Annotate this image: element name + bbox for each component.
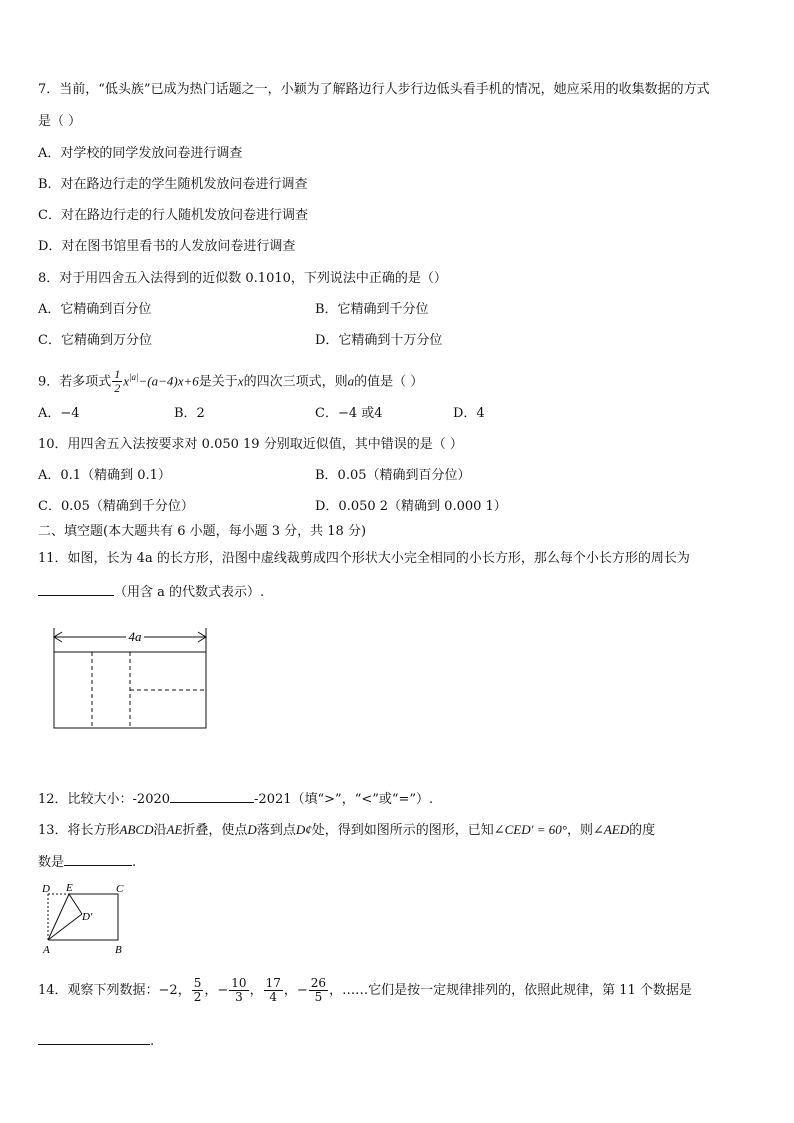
q13-mid4: 处，得到如图所示的图形，已知 <box>311 823 494 838</box>
q11-answer-blank[interactable] <box>38 581 114 596</box>
q9-var-x: x <box>237 373 244 389</box>
q13-label-b: B <box>115 944 122 956</box>
q12-suffix: -2021（填“>”，“<”或“=”）. <box>254 792 434 807</box>
q13-end: . <box>132 855 137 870</box>
q13-mid5: ，则 <box>566 823 593 838</box>
q13-line2-text: 数是 <box>38 855 65 870</box>
q9-frac-den: 2 <box>114 381 121 396</box>
q12-prefix: 12．比较大小：-2020 <box>38 792 171 807</box>
q13-segment-ad <box>48 914 82 940</box>
q10-option-d: D．0.050 2（精确到 0.000 1） <box>315 499 507 514</box>
q13-point-dprime: D¢ <box>295 822 312 837</box>
q12-stem <box>38 788 433 810</box>
q14-prefix: 14．观察下列数据：−2， <box>38 983 191 998</box>
q13-prefix: 13．将长方形 <box>38 823 120 838</box>
q11-stem-line2 <box>38 581 264 603</box>
q7-option-a: A．对学校的同学发放问卷进行调查 <box>38 146 243 161</box>
q9-rest1: 是关于 <box>198 374 238 390</box>
q11-figure <box>48 622 214 734</box>
q13-mid1: 沿 <box>153 823 167 838</box>
q11-dimension-label: 4a <box>128 629 142 644</box>
q9-rest2: 的四次三项式，则 <box>243 374 348 390</box>
q10-stem: 10．用四舍五入法按要求对 0.050 19 分别取近似值，其中错误的是（ ） <box>38 437 463 452</box>
q10-option-c: C．0.05（精确到千分位） <box>38 499 194 514</box>
q9-option-c: C．−4 或4 <box>315 406 383 421</box>
q13-answer-blank[interactable] <box>64 851 132 866</box>
q14-frac1-den: 2 <box>193 990 202 1004</box>
q14-fraction-4 <box>309 977 328 1004</box>
q12-answer-blank[interactable] <box>170 788 254 803</box>
q9-middle: −(a−4)x+6 <box>138 373 199 389</box>
q13-mid2: 折叠，使点 <box>182 823 248 838</box>
section-heading-fill-in: 二、填空题(本大题共有 6 小题，每小题 3 分，共 18 分) <box>38 524 367 539</box>
q14-frac2-den: 3 <box>235 990 243 1004</box>
q7-stem-line1: 7．当前，“低头族”已成为热门话题之一，小颖为了解路边行人步行边低头看手机的情况，她应采用的收集数据的方式 <box>38 82 710 97</box>
q8-option-b: B．它精确到千分位 <box>315 302 429 317</box>
q9-fraction <box>112 368 122 395</box>
q14-frac1-num: 5 <box>193 976 202 990</box>
q11-stem-line1: 11．如图，长为 4a 的长方形，沿图中虚线裁剪成四个形状大小完全相同的小长方形，那么每个小长方形的周长为 <box>38 551 690 566</box>
q13-point-d: D <box>247 822 257 837</box>
q13-angle-asked: ∠AED <box>592 822 630 837</box>
q14-sign-2: − <box>217 983 229 998</box>
q9-exponent: |a| <box>129 372 139 382</box>
q14-fraction-2 <box>229 977 248 1004</box>
q8-stem: 8．对于用四舍五入法得到的近似数 0.1010，下列说法中正确的是（） <box>38 271 447 286</box>
q9-frac-num: 1 <box>114 367 121 382</box>
q13-fold-line-ae <box>48 894 69 940</box>
q13-angle-given: ∠CED′ = 60° <box>493 822 567 837</box>
q13-label-e: E <box>66 882 73 894</box>
q14-end: . <box>150 1034 155 1049</box>
q13-label-c: C <box>116 883 124 895</box>
q9-option-d: D．4 <box>453 406 485 421</box>
q9-rest3: 的值是（ ） <box>354 374 424 390</box>
q9-stem <box>38 357 423 402</box>
q9-option-b: B．2 <box>174 406 205 421</box>
q14-sign-4: − <box>296 983 308 998</box>
q13-suffix: 的度 <box>629 823 656 838</box>
q14-stem: 14．观察下列数据：−2， $\frac{5}{2}$ ，− $\frac{10}{3}$ ， $\frac{17}{4}$ ，− $\frac{26}{5}$ ，……它们是按一定规律排列的，依照此规律，第 11 个数据是 <box>38 976 692 1004</box>
q13-stem-line1 <box>38 820 655 841</box>
q13-label-d: D <box>42 883 50 895</box>
q8-option-a: A．它精确到百分位 <box>38 302 152 317</box>
q13-label-a: A <box>43 944 50 956</box>
q13-rect-name: ABCD <box>119 822 154 837</box>
q9-var-a: a <box>347 373 355 389</box>
q7-stem-line2: 是（ ） <box>38 114 82 129</box>
q13-figure <box>36 878 136 958</box>
q8-option-d: D．它精确到十万分位 <box>315 333 443 348</box>
q14-fraction-3 <box>264 977 283 1004</box>
q7-option-c: C．对在路边行走的行人随机发放问卷进行调查 <box>38 208 308 223</box>
q14-frac2-num: 10 <box>231 976 247 990</box>
q9-option-a: A．−4 <box>38 406 80 421</box>
q14-fraction-1 <box>192 977 204 1004</box>
q14-answer-blank[interactable] <box>38 1030 150 1045</box>
q11-line2-text: （用含 a 的代数式表示）. <box>114 585 265 600</box>
q13-fold-line: AE <box>166 822 183 837</box>
q13-segment-ed <box>69 894 82 914</box>
q7-option-d: D．对在图书馆里看书的人发放问卷进行调查 <box>38 239 296 254</box>
q13-stem-line2 <box>38 851 136 873</box>
q14-frac4-num: 26 <box>310 976 327 990</box>
q13-label-dprime: D′ <box>82 911 93 923</box>
q14-suffix: ，……它们是按一定规律排列的，依照此规律，第 11 个数据是 <box>329 983 692 998</box>
q14-frac3-num: 17 <box>265 976 281 990</box>
q14-frac3-den: 4 <box>269 990 278 1004</box>
q10-option-a: A．0.1（精确到 0.1） <box>38 468 171 483</box>
q9-x: x <box>123 373 130 389</box>
q13-mid3: 落到点 <box>256 823 296 838</box>
q7-option-b: B．对在路边行走的学生随机发放问卷进行调查 <box>38 177 308 192</box>
q10-option-b: B．0.05（精确到百分位） <box>315 468 471 483</box>
q14-frac4-den: 5 <box>314 990 323 1004</box>
q14-answer-line <box>38 1030 154 1052</box>
q8-option-c: C．它精确到万分位 <box>38 333 152 348</box>
q9-prefix: 9．若多项式 <box>38 374 112 390</box>
